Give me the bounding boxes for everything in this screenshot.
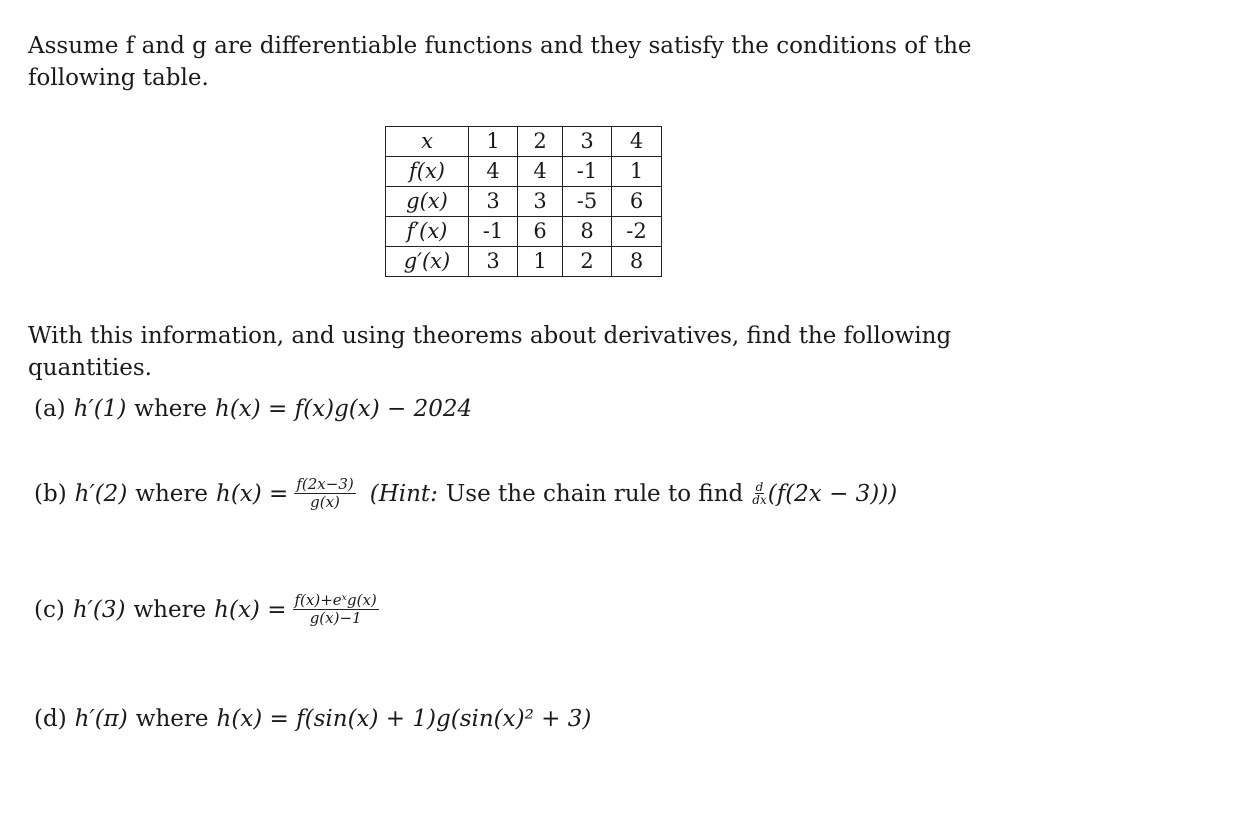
- part-c-where: where: [133, 596, 207, 623]
- table-row: [386, 217, 662, 247]
- part-c-lhs: h(x) =: [214, 596, 287, 623]
- row-label: f(x): [386, 157, 469, 187]
- part-a-definition: h(x) = f(x)g(x) − 2024: [215, 396, 473, 422]
- table-header-row: [386, 127, 662, 157]
- part-d-where: where: [135, 706, 209, 732]
- part-b-derivative-operator: [752, 481, 766, 506]
- part-c-numerator: f(x)+eˣg(x): [294, 591, 377, 609]
- table-cell: -1: [563, 157, 612, 187]
- instructions-paragraph: With this information, and using theorems about derivatives, find the following quantities.: [28, 323, 952, 381]
- part-c-tag: (c): [34, 596, 65, 623]
- table-header-cell: 3: [563, 127, 612, 157]
- part-d-definition: h(x) = f(sin(x) + 1)g(sin(x)² + 3): [216, 706, 592, 732]
- table-cell: 1: [518, 247, 563, 277]
- table-header-cell: 2: [518, 127, 563, 157]
- intro-paragraph: Assume f and g are differentiable functions and they satisfy the conditions of the following table.: [28, 33, 972, 91]
- table-cell: 3: [469, 247, 518, 277]
- part-d-tag: (d): [34, 706, 67, 732]
- table-cell: -5: [563, 187, 612, 217]
- table-cell: 4: [518, 157, 563, 187]
- table-row: [386, 247, 662, 277]
- table-cell: -2: [612, 217, 662, 247]
- table-cell: 3: [518, 187, 563, 217]
- table-cell: 6: [612, 187, 662, 217]
- part-a: [34, 396, 472, 422]
- part-c-fraction: [293, 592, 379, 627]
- table-cell: 4: [469, 157, 518, 187]
- table-cell: 1: [612, 157, 662, 187]
- part-b-numerator: f(2x−3): [296, 475, 354, 493]
- table-header-cell: 4: [612, 127, 662, 157]
- table-header-cell: x: [386, 127, 469, 157]
- table-row: [386, 157, 662, 187]
- part-b-lhs: h(x) =: [216, 480, 289, 507]
- table-cell: 6: [518, 217, 563, 247]
- table-cell: -1: [469, 217, 518, 247]
- part-b-hint-text: Use the chain rule to find: [445, 480, 744, 507]
- table-cell: 8: [563, 217, 612, 247]
- part-b: [34, 476, 897, 511]
- part-b-dx: dx: [752, 493, 767, 507]
- part-c-denominator: g(x)−1: [309, 609, 362, 627]
- row-label: g(x): [386, 187, 469, 217]
- row-label: f′(x): [386, 217, 469, 247]
- part-b-tag: (b): [34, 480, 67, 507]
- part-b-hint-expression: (f(2x − 3))): [767, 480, 898, 507]
- table-cell: 8: [612, 247, 662, 277]
- part-b-hint-label: (Hint:: [369, 480, 438, 507]
- part-b-find: h′(2): [74, 480, 128, 507]
- table-row: [386, 187, 662, 217]
- part-a-where: where: [134, 396, 208, 422]
- part-b-d: d: [755, 480, 764, 494]
- part-b-where: where: [135, 480, 209, 507]
- part-a-find: h′(1): [73, 396, 127, 422]
- part-a-tag: (a): [34, 396, 66, 422]
- part-d-find: h′(π): [74, 706, 128, 732]
- values-table: [385, 126, 662, 277]
- row-label: g′(x): [386, 247, 469, 277]
- part-b-fraction: [294, 476, 355, 511]
- table-cell: 3: [469, 187, 518, 217]
- table-cell: 2: [563, 247, 612, 277]
- table-header-cell: 1: [469, 127, 518, 157]
- part-b-denominator: g(x): [310, 493, 340, 511]
- part-c: [34, 592, 385, 627]
- part-c-find: h′(3): [72, 596, 126, 623]
- part-d: [34, 706, 591, 732]
